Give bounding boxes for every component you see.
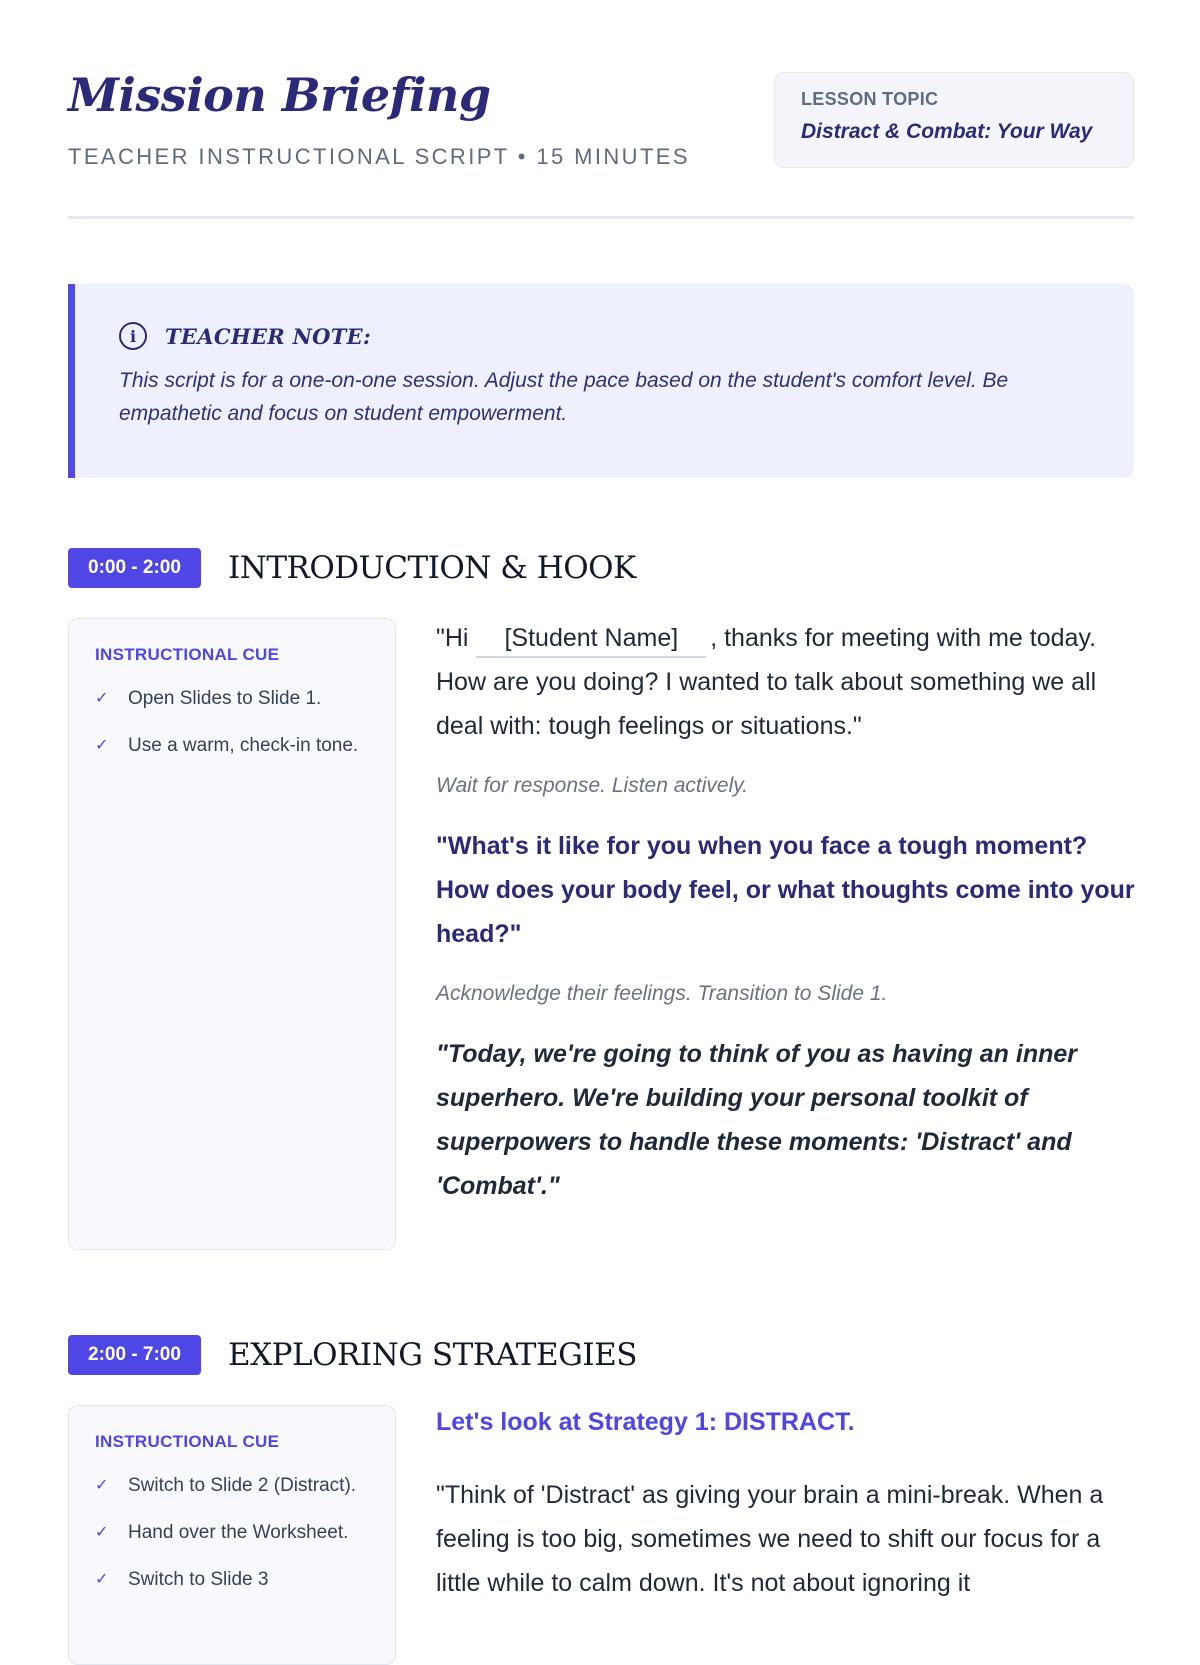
lesson-topic-box	[774, 72, 1134, 168]
stage-direction: Acknowledge their feelings. Transition to Slide 1.	[436, 982, 888, 1005]
cue-item	[95, 685, 369, 712]
check-icon: ✓	[95, 1571, 109, 1588]
teacher-note-text: This script is for a one-on-one session. Adjust the pace based on the student's comfort level. Be empathetic and focus on student empowerment.	[119, 369, 1009, 425]
cue-text: Switch to Slide 2 (Distract).	[128, 1475, 357, 1496]
script-block	[436, 1408, 1136, 1605]
script-question: "What's it like for you when you face a tough moment? How does your body feel, or what thoughts come into your head?"	[436, 832, 1135, 948]
header	[68, 68, 1134, 219]
check-icon: ✓	[95, 690, 109, 707]
info-icon: i	[119, 322, 147, 350]
cue-label: INSTRUCTIONAL CUE	[95, 645, 280, 664]
check-icon: ✓	[95, 1477, 109, 1494]
script-block	[436, 616, 1136, 1208]
cue-text: Switch to Slide 3	[128, 1569, 269, 1590]
teacher-note-title: TEACHER NOTE:	[165, 323, 372, 349]
greeting-rest: , thanks for meeting with me today. How are you doing? I wanted to talk about something we all deal with: tough feelings or situations."	[436, 624, 1097, 740]
lesson-topic-value: Distract & Combat: Your Way	[801, 120, 1093, 143]
script-emphasis: "Today, we're going to think of you as having an inner superhero. We're building your personal toolkit of superpowers to handle these moments: 'Distract' and 'Combat'."	[436, 1040, 1078, 1200]
section-title: EXPLORING STRATEGIES	[227, 1337, 637, 1373]
cue-list	[95, 1472, 369, 1593]
greeting-start: "Hi	[436, 624, 469, 652]
check-icon: ✓	[95, 737, 109, 754]
cue-item	[95, 732, 369, 759]
section-title: INTRODUCTION & HOOK	[227, 550, 636, 586]
cue-text: Open Slides to Slide 1.	[128, 688, 322, 709]
page-subtitle: TEACHER INSTRUCTIONAL SCRIPT • 15 MINUTES	[68, 144, 690, 169]
cue-text: Use a warm, check-in tone.	[128, 735, 359, 756]
cue-text: Hand over the Worksheet.	[128, 1522, 349, 1543]
time-badge: 2:00 - 7:00	[68, 1335, 201, 1375]
page-title: Mission Briefing	[68, 68, 491, 122]
strategy-heading: Let's look at Strategy 1: DISTRACT.	[436, 1408, 855, 1436]
lesson-topic-label: LESSON TOPIC	[801, 89, 939, 109]
teacher-note-header	[119, 322, 1090, 350]
instructional-cue-card	[68, 618, 396, 1250]
cue-list	[95, 685, 369, 759]
section-header-strategies	[68, 1335, 637, 1375]
section-header-intro	[68, 548, 636, 588]
time-badge: 0:00 - 2:00	[68, 548, 201, 588]
cue-label: INSTRUCTIONAL CUE	[95, 1432, 280, 1451]
cue-item	[95, 1519, 369, 1546]
teacher-note	[68, 284, 1134, 478]
stage-direction: Wait for response. Listen actively.	[436, 774, 749, 797]
cue-item	[95, 1566, 369, 1593]
check-icon: ✓	[95, 1524, 109, 1541]
script-greeting	[436, 616, 1136, 748]
student-name-placeholder: [Student Name]	[476, 620, 706, 658]
instructional-cue-card	[68, 1405, 396, 1665]
script-paragraph: "Think of 'Distract' as giving your brain a mini-break. When a feeling is too big, sometimes we need to shift our focus for a little while to calm down. It's not about ignoring it	[436, 1481, 1104, 1597]
cue-item	[95, 1472, 369, 1499]
